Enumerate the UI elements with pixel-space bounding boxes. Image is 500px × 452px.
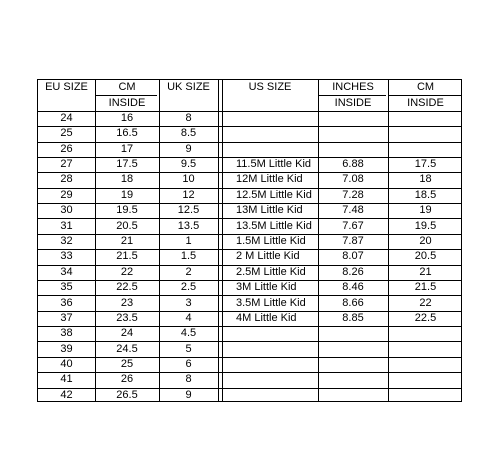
uk-size-cell: 8 xyxy=(185,373,192,386)
size-chart-table xyxy=(37,79,462,402)
cm-cell: 23 xyxy=(120,296,134,309)
inches-cell: 7.08 xyxy=(342,173,364,186)
header-eu-size: EU SIZE xyxy=(45,81,88,94)
eu-size-cell: 41 xyxy=(60,373,73,386)
uk-size-cell: 13.5 xyxy=(177,219,200,232)
eu-size-cell: 42 xyxy=(60,388,73,401)
cm-inside-cell: 21 xyxy=(419,265,432,278)
eu-size-cell: 36 xyxy=(60,296,73,309)
uk-size-cell: 6 xyxy=(185,358,192,371)
cm-cell: 19.5 xyxy=(116,204,138,217)
us-size-cell: 11.5M Little Kid xyxy=(236,158,312,171)
eu-size-cell: 33 xyxy=(60,250,73,263)
cm-inside-cell: 20 xyxy=(419,235,432,247)
us-size-cell: 3M Little Kid xyxy=(236,281,297,294)
uk-size-cell: 12 xyxy=(182,188,195,201)
cm-inside-cell: 19.5 xyxy=(414,219,437,232)
uk-size-cell: 9 xyxy=(185,388,192,401)
eu-size-cell: 37 xyxy=(60,311,73,324)
uk-size-cell: 4 xyxy=(185,311,192,324)
uk-size-cell: 1.5 xyxy=(180,250,197,263)
cm-cell: 25 xyxy=(120,358,134,371)
header-inches-sub: INSIDE xyxy=(334,96,372,109)
eu-size-cell: 35 xyxy=(60,281,73,294)
us-size-cell: 12M Little Kid xyxy=(236,173,303,186)
inches-cell: 8.66 xyxy=(342,296,364,309)
uk-size-cell: 10 xyxy=(182,173,195,186)
cm-inside-cell: 19 xyxy=(419,204,432,217)
uk-size-cell: 3 xyxy=(185,296,192,309)
cm-cell: 16.5 xyxy=(116,127,138,140)
cm-cell: 17 xyxy=(120,142,134,155)
eu-size-cell: 38 xyxy=(60,327,73,340)
us-size-cell: 3.5M Little Kid xyxy=(236,296,306,309)
us-size-cell: 1.5M Little Kid xyxy=(236,235,306,247)
inches-cell: 8.46 xyxy=(342,281,364,294)
eu-size-cell: 32 xyxy=(60,235,73,247)
eu-size-cell: 25 xyxy=(60,127,73,140)
cm-cell: 19 xyxy=(120,188,134,201)
cm-inside-cell: 18 xyxy=(419,173,432,186)
header-us-size: US SIZE xyxy=(248,81,292,94)
cm-inside-cell: 22 xyxy=(419,296,432,309)
cm-cell: 26.5 xyxy=(116,388,138,401)
uk-size-cell: 5 xyxy=(185,342,192,355)
us-size-cell: 12.5M Little Kid xyxy=(236,188,312,201)
us-size-cell: 2 M Little Kid xyxy=(236,250,300,263)
uk-size-cell: 2.5 xyxy=(180,281,197,294)
cm-cell: 17.5 xyxy=(116,158,138,171)
cm-cell: 18 xyxy=(120,173,134,186)
us-size-cell: 13.5M Little Kid xyxy=(236,219,312,232)
header-cm-sub: INSIDE xyxy=(108,96,146,109)
eu-size-cell: 40 xyxy=(60,358,73,371)
eu-size-cell: 31 xyxy=(60,219,73,232)
column-divider xyxy=(218,80,219,401)
cm-inside-cell: 21.5 xyxy=(414,281,437,294)
eu-size-cell: 27 xyxy=(60,158,73,171)
cm-inside-cell: 22.5 xyxy=(414,311,437,324)
uk-size-cell: 8 xyxy=(185,111,192,124)
uk-size-cell: 8.5 xyxy=(180,127,197,140)
cm-cell: 21 xyxy=(120,235,134,247)
eu-size-cell: 28 xyxy=(60,173,73,186)
inches-cell: 7.28 xyxy=(342,188,364,201)
uk-size-cell: 2 xyxy=(185,265,192,278)
header-inches: INCHES xyxy=(332,81,374,94)
header-cm-2-sub: INSIDE xyxy=(407,96,444,109)
inches-cell: 8.26 xyxy=(342,265,364,278)
uk-size-cell: 12.5 xyxy=(177,204,200,217)
inches-cell: 7.87 xyxy=(342,235,364,247)
eu-size-cell: 34 xyxy=(60,265,73,278)
uk-size-cell: 4.5 xyxy=(180,327,197,340)
cm-cell: 24 xyxy=(120,327,134,340)
uk-size-cell: 9 xyxy=(185,142,192,155)
cm-cell: 20.5 xyxy=(116,219,138,232)
us-size-cell: 2.5M Little Kid xyxy=(236,265,306,278)
us-size-cell: 4M Little Kid xyxy=(236,311,297,324)
cm-inside-cell: 17.5 xyxy=(414,158,437,171)
inches-cell: 6.88 xyxy=(342,158,364,171)
inches-cell: 7.48 xyxy=(342,204,364,217)
eu-size-cell: 30 xyxy=(60,204,73,217)
cm-cell: 24.5 xyxy=(116,342,138,355)
header-cm: CM xyxy=(118,81,136,94)
cm-cell: 16 xyxy=(120,111,134,124)
cm-cell: 21.5 xyxy=(116,250,138,263)
cm-cell: 23.5 xyxy=(116,311,138,324)
eu-size-cell: 26 xyxy=(60,142,73,155)
cm-cell: 26 xyxy=(120,373,134,386)
header-cm-2: CM xyxy=(416,81,435,94)
eu-size-cell: 29 xyxy=(60,188,73,201)
us-size-cell: 13M Little Kid xyxy=(236,204,303,217)
cm-cell: 22.5 xyxy=(116,281,138,294)
cm-inside-cell: 18.5 xyxy=(414,188,437,201)
cm-cell: 22 xyxy=(120,265,134,278)
header-uk-size: UK SIZE xyxy=(167,81,210,94)
eu-size-cell: 39 xyxy=(60,342,73,355)
inches-cell: 8.07 xyxy=(342,250,364,263)
inches-cell: 7.67 xyxy=(342,219,364,232)
eu-size-cell: 24 xyxy=(60,111,73,124)
uk-size-cell: 1 xyxy=(185,235,192,247)
uk-size-cell: 9.5 xyxy=(180,158,197,171)
inches-cell: 8.85 xyxy=(342,311,364,324)
cm-inside-cell: 20.5 xyxy=(414,250,437,263)
